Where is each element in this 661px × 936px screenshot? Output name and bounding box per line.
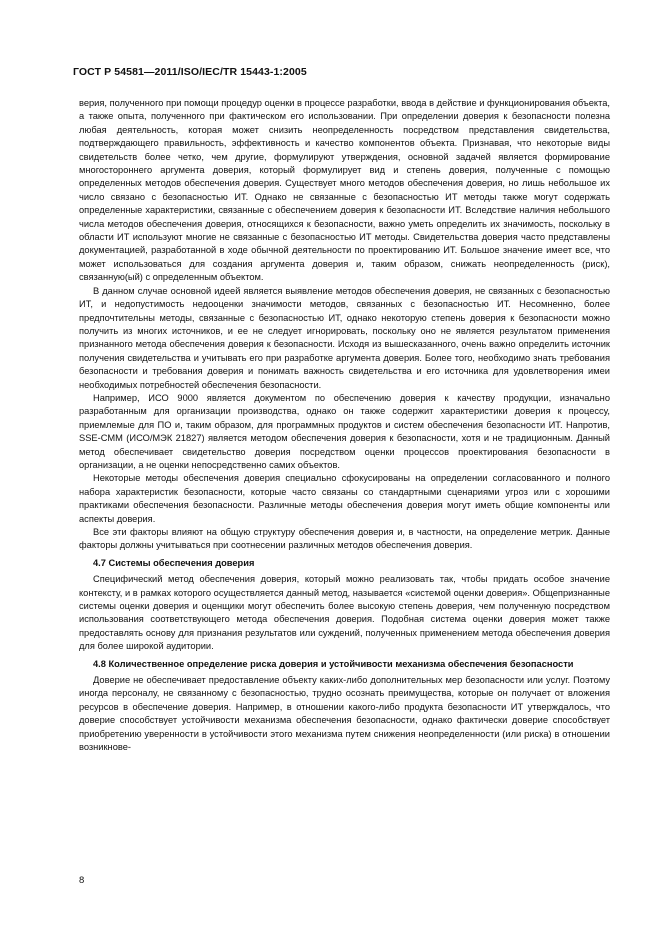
paragraph: В данном случае основной идеей является выявление методов обеспечения доверия, не связанных с безопасностью ИТ, и недопустимость недооценки значимости методов, связанных с безопасностью ИТ. Несомненно, более предпочтительны методы, связанные с безопасностью ИТ, однако некоторую степень доверия к безопасности можно получить из многих источников, и ее не следует игнорировать, поскольку оно не является результатом применения признанного метода обеспечения доверия к безопасности. Исходя из вышесказанного, очень важно определить источник получения свидетельства и учитывать его при разработке аргумента доверия. Более того, необходимо знать требования безопасности и требования доверия и понимать важность свидетельства и его источника для удовлетворения имеи необходимых потребностей обеспечения безопасности. [79, 285, 610, 390]
section-heading-4-7: 4.7 Системы обеспечения доверия [93, 557, 255, 568]
section-heading-4-8: 4.8 Количественное определение риска доверия и устойчивости механизма обеспечения безопасности [93, 658, 574, 669]
page-number: 8 [79, 875, 85, 886]
paragraph: Доверие не обеспечивает предоставление объекту каких-либо дополнительных мер безопасности или услуг. Поэтому иногда персоналу, не связанному с безопасностью, трудно осознать преимущества, которые он получает от вложения ресурсов в обеспечение доверия. Например, в отношении какого-либо продукта безопасности ИТ утверждалось, что доверие способствует устойчивости механизма обеспечения безопасности, однако фактически доверие способствует приобретению уверенности в устойчивости этого механизма путем снижения неопределенности (или риска) в отношении возникнове- [79, 675, 610, 753]
paragraph: Все эти факторы влияют на общую структуру обеспечения доверия и, в частности, на определение метрик. Данные факторы должны учитываться при соотнесении различных методов обеспечения доверия. [79, 527, 610, 551]
paragraph: Например, ИСО 9000 является документом по обеспечению доверия к качеству продукции, изначально разработанным для организации производства, однако он также содержит характеристики доверия к процессу, приемлемые для ПО и, таким образом, для программных продуктов и систем обеспечения безопасности ИТ. Напротив, SSE-CMM (ИСО/МЭК 21827) является методом обеспечения доверия к безопасности, хотя и не традиционным. Данный метод обеспечивает свидетельство доверия посредством оценки процессов проектирования безопасности в организации, а не оценки непосредственно самих объектов. [79, 392, 610, 470]
paragraph-continuation: верия, полученного при помощи процедур оценки в процессе разработки, ввода в действие и функционирования объекта, а также опыта, полученного при фактическом его использовании. При определении доверия к безопасности полезна любая деятельность, которая может снизить неопределенность посредством представления свидетельства, подтверждающего правильность, эффективность и качество компонентов объекта. Признавая, что некоторые виды свидетельств более четко, чем другие, формулируют утверждения, основной задачей является формирование многостороннего аргумента доверия, который формулирует вид и степень доверия, полученные с помощью определенных методов обеспечения доверия. Существует много методов обеспечения доверия, но лишь небольшое их число связано с безопасностью ИТ. Однако не связанные с безопасностью ИТ методы также могут содержать определенные характеристики, связанные с обеспечением доверия к безопасности ИТ. Вследствие наличия небольшого числа методов обеспечения доверия, относящихся к безопасности, важно уметь определить их значимость, поскольку в области ИТ используют многие не связанные с безопасностью ИТ методы. Свидетельства доверия часто представлены документацией, разработанной в ходе обычной деятельности по проектированию ИТ. Большое значение имеет все, что может использоваться для создания аргумента доверия и, таким образом, снижать неопределенность (риск), связанную(ый) с определенным объектом. [79, 98, 610, 283]
paragraph: Некоторые методы обеспечения доверия специально сфокусированы на определении согласованного и полного набора характеристик безопасности, которые часто связаны со стандартными сценариями угроз или с хорошими практиками обеспечения безопасности. Различные методы обеспечения доверия могут иметь общие компоненты или аспекты доверия. [79, 473, 610, 524]
paragraph: Специфический метод обеспечения доверия, который можно реализовать так, чтобы придать особое значение контексту, и в рамках которого осуществляется данный метод, называется «системой оценки доверия». Общепризнанные системы оценки доверия и оценщики могут обеспечить более высокую степень доверия, чем полученную посредством использования соответствующего метода обеспечения доверия. Подобная система оценки доверия может также предоставлять основу для признания результатов или суждений, полученных применением метода обеспечения доверия для более широкой аудитории. [79, 574, 610, 652]
standard-header: ГОСТ Р 54581—2011/ISO/IEC/TR 15443-1:2005 [73, 66, 307, 78]
document-body [79, 97, 610, 755]
